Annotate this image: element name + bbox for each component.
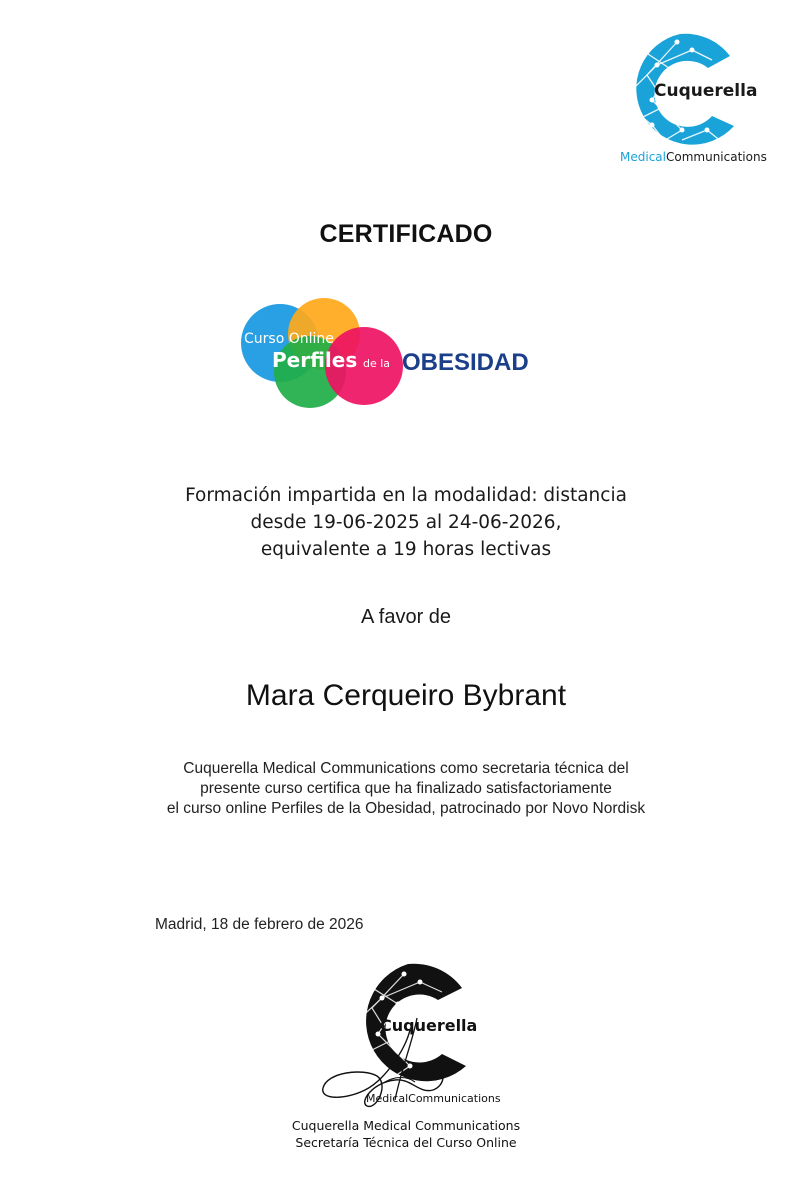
formation-line-hours: equivalente a 19 horas lectivas — [260, 539, 552, 560]
place-date — [155, 916, 364, 934]
formation-line-modality: Formación impartida en la modalidad: distancia — [185, 485, 627, 506]
favor-label: A favor de — [360, 606, 452, 628]
course-logo — [238, 296, 568, 411]
course-logo-line1: Curso Online — [244, 331, 334, 347]
statement-line-1: Cuquerella Medical Communications como secretaria técnica del — [183, 760, 629, 777]
signature-footer — [0, 1117, 812, 1151]
course-logo-word1: Perfiles — [272, 348, 358, 372]
certification-statement — [0, 759, 812, 819]
stamp-name: Cuquerella — [380, 1016, 478, 1035]
course-logo-word3: OBESIDAD — [402, 349, 529, 376]
formation-line-dates: desde 19-06-2025 al 24-06-2026, — [250, 512, 562, 533]
recipient-name: Mara Cerqueiro Bybrant — [245, 679, 567, 712]
issue-date: 18 de febrero de 2026 — [211, 916, 364, 933]
footer-line-role: Secretaría Técnica del Curso Online — [295, 1135, 517, 1150]
course-logo-word2: de la — [363, 357, 391, 370]
cuquerella-logo-name: Cuquerella — [654, 81, 758, 101]
stamp-tagline: MedicalCommunications — [366, 1092, 501, 1105]
signature — [315, 1010, 478, 1130]
footer-line-company: Cuquerella Medical Communications — [291, 1118, 521, 1133]
certificate-heading: CERTIFICADO — [319, 220, 493, 248]
tagline-communications: Communications — [665, 150, 767, 164]
place: Madrid, — [155, 916, 207, 933]
statement-line-2: presente curso certifica que ha finalizado satisfactoriamente — [200, 780, 612, 797]
statement-line-3: el curso online Perfiles de la Obesidad, patrocinado por Novo Nordisk — [166, 800, 646, 817]
tagline-medical: Medical — [620, 150, 666, 164]
cuquerella-logo — [612, 30, 767, 170]
formation-details — [0, 482, 812, 563]
cuquerella-logo-tagline — [620, 150, 767, 164]
